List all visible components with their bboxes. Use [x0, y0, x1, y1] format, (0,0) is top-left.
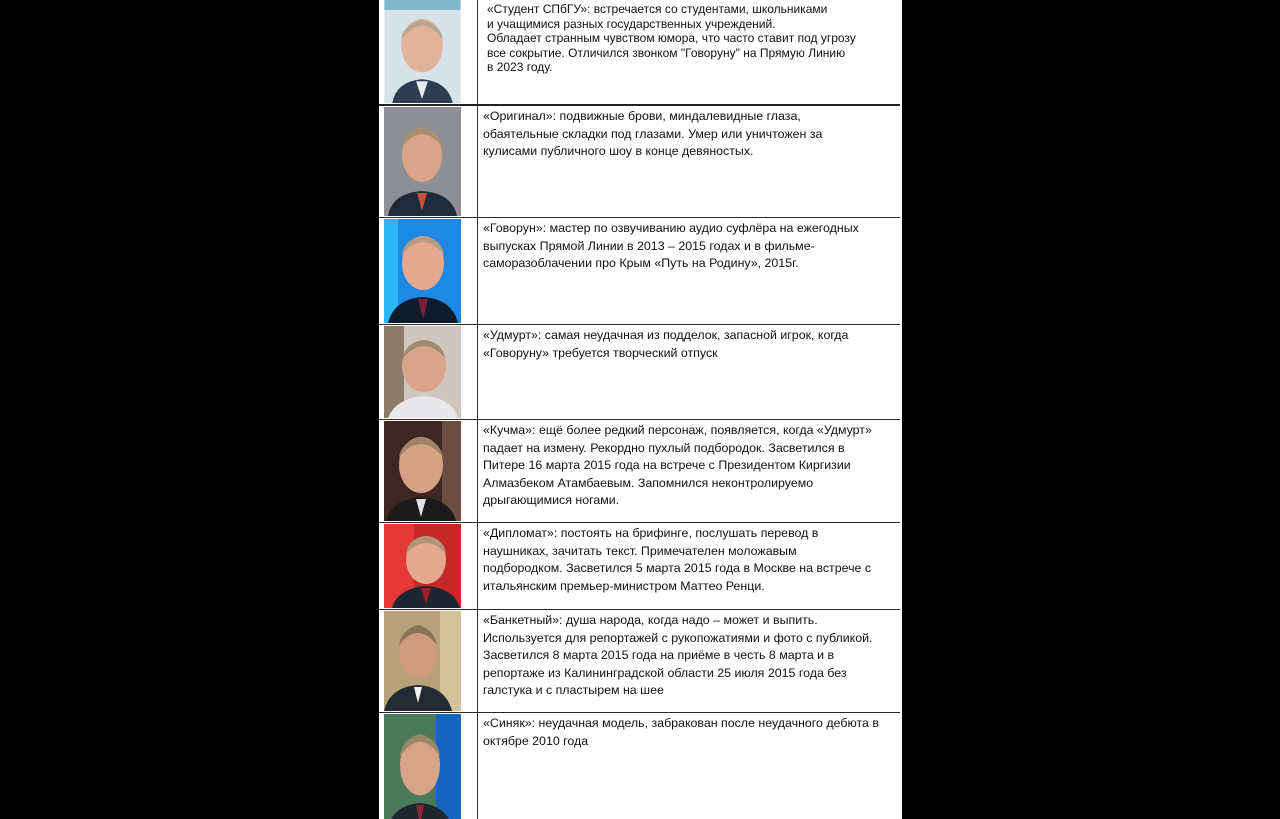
portrait-photo — [384, 326, 461, 418]
column-divider — [477, 523, 478, 609]
row-description: «Дипломат»: постоять на брифинге, послушать перевод в наушниках, зачитать текст. Примечателен моложавым подбородком. Засветился 5 марта 2015 года в Москве на встрече с итальянским премьер-министром Маттео Ренци. — [483, 526, 872, 593]
portrait-image — [384, 611, 461, 711]
portrait-image — [384, 107, 461, 216]
table-row — [379, 325, 900, 420]
row-description: «Удмурт»: самая неудачная из подделок, запасной игрок, когда «Говоруну» требуется творческий отпуск — [483, 328, 849, 360]
portrait-image — [384, 219, 461, 323]
portrait-photo — [384, 219, 461, 323]
portrait-photo — [384, 611, 461, 711]
column-divider — [477, 420, 478, 522]
row-description: «Синяк»: неудачная модель, забракован после неудачного дебюта в октябре 2010 года — [483, 716, 879, 748]
portrait-photo — [384, 421, 461, 521]
column-divider — [477, 713, 478, 819]
portrait-photo — [384, 0, 461, 103]
table-row — [379, 420, 900, 523]
portrait-image — [384, 714, 461, 819]
row-description: «Банкетный»: душа народа, когда надо – может и выпить. Используется для репортажей с рукопожатиями и фото с публикой. Засветился 8 марта 2015 года на приёме в честь 8 марта и в репортаже из Калининградской области 25 июля 2015 года без галстука и с пластырем на шее — [483, 613, 873, 698]
row-description: «Студент СПбГУ»: встречается со студентами, школьниками и учащимися разных государственных учреждений. Обладает странным чувством юмора, что часто ставит под угрозу все сокрытие. Отличился звонком "Говоруну" на Прямую Линию в 2023 году. — [487, 2, 856, 75]
table-row — [379, 106, 900, 218]
column-divider — [477, 610, 478, 712]
portrait-image — [384, 326, 461, 418]
portrait-photo — [384, 524, 461, 608]
document-sheet — [379, 0, 902, 819]
table-row — [379, 218, 900, 325]
row-description: «Оригинал»: подвижные брови, миндалевидные глаза, обаятельные складки под глазами. Умер или уничтожен за кулисами публичного шоу в конце девяностых. — [483, 109, 823, 159]
row-description: «Говорун»: мастер по озвучиванию аудио суфлёра на ежегодных выпусках Прямой Линии в 2013 – 2015 годах и в фильме- саморазоблачении про Крым «Путь на Родину», 2015г. — [483, 221, 859, 271]
portrait-photo — [384, 107, 461, 216]
portrait-image — [384, 0, 461, 103]
portrait-image — [384, 524, 461, 608]
row-description: «Кучма»: ещё более редкий персонаж, появляется, когда «Удмурт» падает на измену. Рекордно пухлый подбородок. Засветился в Питере 16 марта 2015 года на встрече с Президентом Киргизии Алмазбеком Атамбаевым. Запомнился неконтролируемо дрыгающимися ногами. — [483, 423, 872, 508]
table-row — [379, 610, 900, 713]
portrait-image — [384, 421, 461, 521]
table-row — [379, 523, 900, 610]
portrait-photo — [384, 714, 461, 819]
column-divider — [477, 325, 478, 419]
table-row — [379, 713, 900, 819]
column-divider — [477, 0, 478, 104]
table-row — [379, 0, 900, 106]
column-divider — [477, 106, 478, 217]
column-divider — [477, 218, 478, 324]
